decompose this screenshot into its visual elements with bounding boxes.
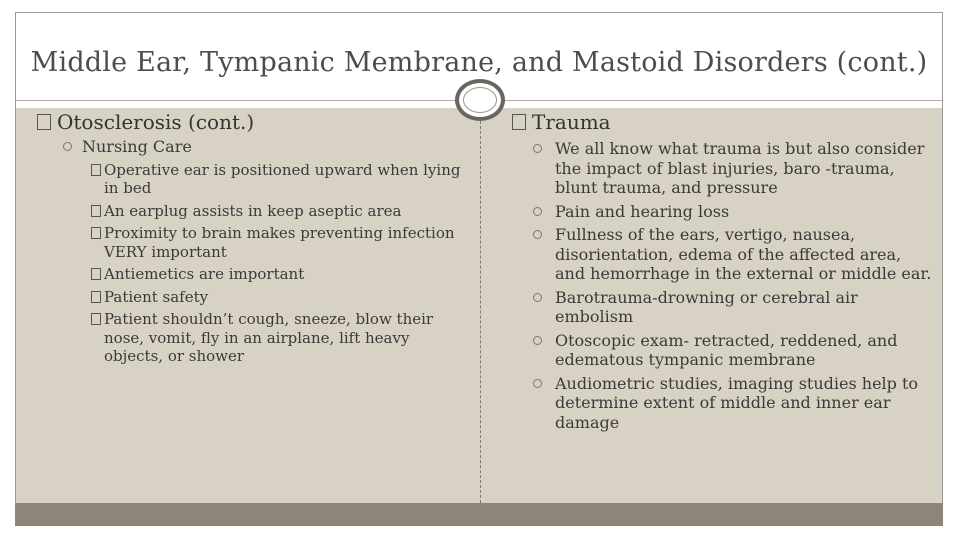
circle-bullet-icon <box>63 142 72 151</box>
right-list <box>512 139 932 432</box>
list-item: Audiometric studies, imaging studies help to determine extent of middle and inner ear damage <box>512 374 932 433</box>
square-bullet-icon <box>91 164 101 176</box>
list-item: Pain and hearing loss <box>512 202 932 222</box>
left-subheading-text: Nursing Care <box>82 137 192 156</box>
square-bullet-icon <box>91 291 101 303</box>
list-item: Proximity to brain makes preventing infection VERY important <box>37 224 467 261</box>
square-bullet-icon <box>91 205 101 217</box>
circle-bullet-icon <box>533 207 542 216</box>
list-item: An earplug assists in keep aseptic area <box>37 202 467 221</box>
footer-bar <box>15 503 943 526</box>
list-item: We all know what trauma is but also consider the impact of blast injuries, baro -trauma, blunt trauma, and pressure <box>512 139 932 198</box>
slide-title: Middle Ear, Tympanic Membrane, and Mastoid Disorders (cont.) <box>30 47 928 78</box>
left-heading-text: Otosclerosis (cont.) <box>57 110 255 134</box>
square-bullet-icon <box>91 268 101 280</box>
right-column <box>512 110 932 432</box>
list-item: Otoscopic exam- retracted, reddened, and edematous tympanic membrane <box>512 331 932 370</box>
list-item: Antiemetics are important <box>37 265 467 284</box>
list-item: Barotrauma-drowning or cerebral air embolism <box>512 288 932 327</box>
left-column <box>37 110 467 366</box>
circle-bullet-icon <box>533 144 542 153</box>
list-item: Fullness of the ears, vertigo, nausea, disorientation, edema of the affected area, and hemorrhage in the external or middle ear. <box>512 225 932 284</box>
list-item: Patient shouldn’t cough, sneeze, blow their nose, vomit, fly in an airplane, lift heavy objects, or shower <box>37 310 467 366</box>
circle-bullet-icon <box>533 336 542 345</box>
square-bullet-icon <box>512 114 526 130</box>
circle-bullet-icon <box>533 230 542 239</box>
circle-bullet-icon <box>533 293 542 302</box>
right-heading-text: Trauma <box>532 110 611 134</box>
square-bullet-icon <box>91 313 101 325</box>
column-divider <box>480 101 481 503</box>
list-item: Operative ear is positioned upward when lying in bed <box>37 161 467 198</box>
left-subheading <box>37 137 467 157</box>
list-item: Patient safety <box>37 288 467 307</box>
left-list <box>37 161 467 366</box>
square-bullet-icon <box>91 227 101 239</box>
circle-bullet-icon <box>533 379 542 388</box>
right-heading <box>512 110 932 134</box>
square-bullet-icon <box>37 114 51 130</box>
left-heading <box>37 110 467 134</box>
